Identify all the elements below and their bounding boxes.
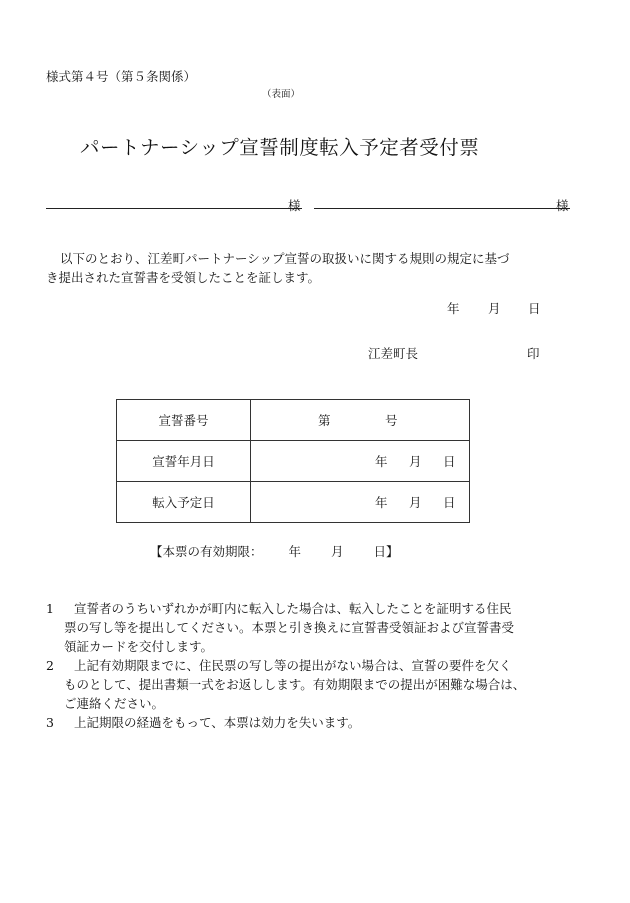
oath-number-dai: 第 [318, 413, 331, 428]
validity-year: 年 [288, 544, 302, 559]
note-line: 上記期限の経過をもって、本票は効力を失います。 [74, 715, 361, 730]
note-line: 宣誓者のうちいずれかが町内に転入した場合は、転入したことを証明する住民 [74, 601, 512, 616]
registration-table [116, 399, 470, 523]
table-row [117, 441, 470, 482]
move-in-date-field [251, 482, 470, 523]
validity-prefix: 【本票の有効期限： [150, 544, 263, 559]
issuer-seal: 印 [527, 346, 540, 361]
table-row [117, 482, 470, 523]
page-title: パートナーシップ宣誓制度転入予定者受付票 [80, 136, 480, 159]
note-line: 票の写し等を提出してください。本票と引き換えに宣誓書受領証および宣誓書受 [64, 620, 515, 635]
note-number: 1 [46, 601, 54, 616]
certification-text-line-1: 以下のとおり、江差町パートナーシップ宣誓の取扱いに関する規則の規定に基づ [60, 251, 510, 266]
note-line: 領証カードを交付します。 [64, 639, 214, 654]
issue-date-day: 日 [528, 301, 541, 316]
note-line: ご連絡ください。 [64, 696, 165, 711]
addressee-line-left [46, 208, 302, 209]
addressee-suffix-right: 様 [556, 198, 569, 213]
certification-text [46, 249, 510, 287]
validity-day: 日】 [373, 544, 399, 559]
row-label-oath-date: 宣誓年月日 [117, 441, 251, 482]
note-item [46, 656, 525, 713]
row-label-move-in-date: 転入予定日 [117, 482, 251, 523]
note-number: 3 [46, 715, 54, 730]
note-line: 上記有効期限までに、住民票の写し等の提出がない場合は、宣誓の要件を欠く [74, 658, 512, 673]
oath-number-field [251, 400, 470, 441]
oath-date-month: 月 [409, 454, 422, 469]
addressee-line-right [314, 208, 570, 209]
move-in-date-day: 日 [443, 495, 456, 510]
oath-number-go: 号 [385, 413, 398, 428]
row-label-oath-number: 宣誓番号 [117, 400, 251, 441]
form-number: 様式第４号（第５条関係） [46, 69, 197, 84]
move-in-date-month: 月 [409, 495, 422, 510]
certification-text-line-2: き提出された宣誓書を受領したことを証します。 [46, 270, 321, 285]
validity-period [150, 542, 399, 560]
note-item [46, 599, 525, 656]
note-number: 2 [46, 658, 54, 673]
side-label: （表面） [262, 89, 301, 100]
note-line: ものとして、提出書類一式をお返しします。有効期限までの提出が困難な場合は、 [64, 677, 526, 692]
notes-list [46, 599, 525, 732]
addressee-suffix-left: 様 [288, 198, 301, 213]
issuer-title: 江差町長 [368, 346, 419, 361]
issue-date-year: 年 [447, 301, 460, 316]
oath-date-day: 日 [443, 454, 456, 469]
table-row [117, 400, 470, 441]
note-item [46, 713, 525, 732]
move-in-date-year: 年 [375, 495, 388, 510]
issue-date-month: 月 [488, 301, 501, 316]
oath-date-year: 年 [375, 454, 388, 469]
oath-date-field [251, 441, 470, 482]
validity-month: 月 [331, 544, 344, 559]
